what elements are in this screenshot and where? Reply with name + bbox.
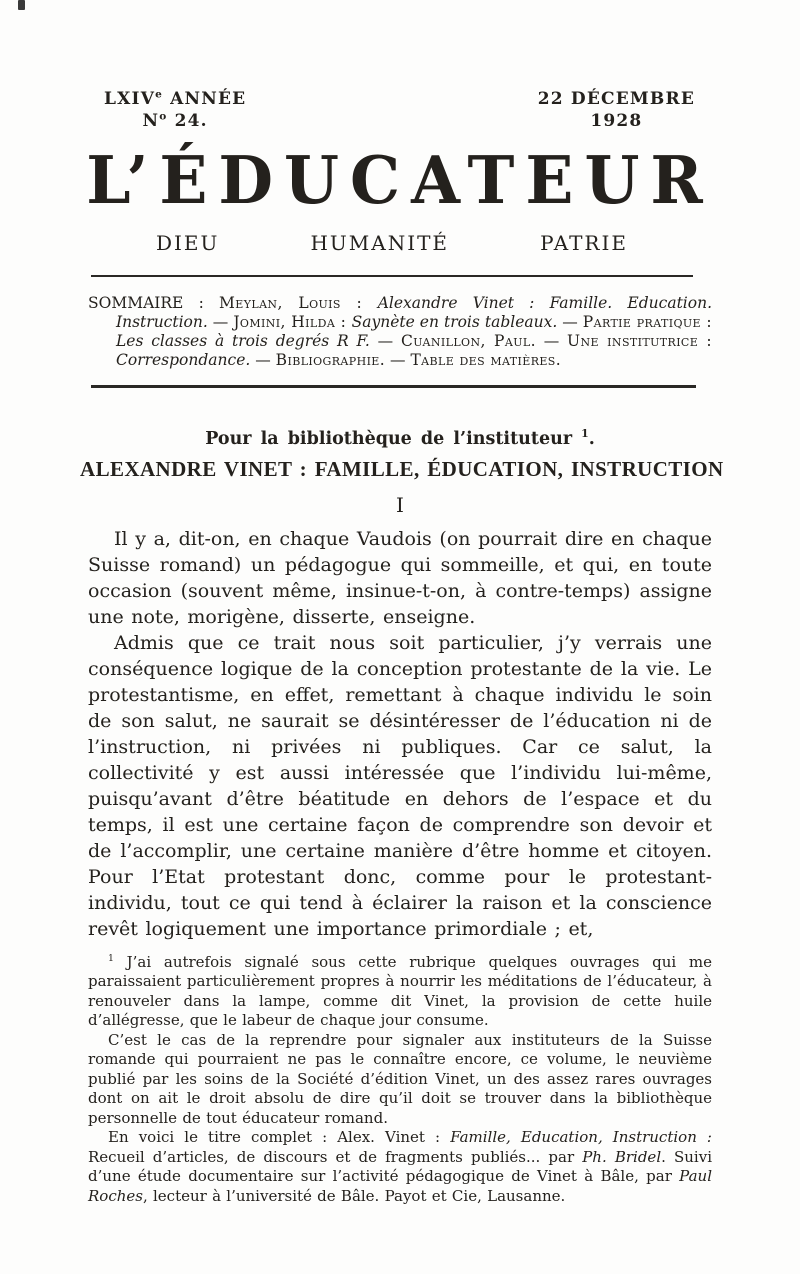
issue-info (104, 88, 246, 132)
volume-prefix: LXIV (104, 89, 156, 109)
article (0, 428, 800, 1207)
date-info (538, 88, 695, 132)
body-paragraph-1: Il y a, dit-on, en chaque Vaudois (on pourrait dire en chaque Suisse romand) un pédagogue qui sommeille, et qui, en toute occasion (souvent même, insinue-t-on, à contre-temps) assigne une note, morigène, disserte, enseigne. (88, 527, 712, 628)
summary-paragraph (88, 294, 712, 370)
article-body (88, 526, 712, 942)
summary-title-classes: Les classes à trois degrés R F. (116, 332, 370, 350)
volume-rest: ANNÉE (163, 89, 247, 109)
date-line-2: 1928 (590, 111, 643, 131)
issue-prefix: N (142, 111, 160, 131)
body-paragraph-2: Admis que ce trait nous soit particulier, j’y verrais une conséquence logique de la conception protestante de la vie. Le protestantisme, en effet, remettant à chaque individu le soin de son salut, ne saurait se désintéresser de l’éducation ni de l’instruction, ni privées ni publiques. Car ce salut, la collectivité y est aussi intéressée que l’individu lui-même, puisqu’avant d’être béatitude en dehors de l’espace et du temps, il est une certaine façon de comprendre son devoir et de l’accomplir, une certaine manière d’être homme et citoyen. Pour l’Etat protestant donc, comme pour le protestant-individu, tout ce qui tend à éclairer la raison et la conscience revêt logiquement une importance primordiale ; et, (88, 631, 712, 940)
masthead (0, 88, 800, 256)
footnote-1 (88, 953, 712, 1031)
issue-line (104, 110, 246, 132)
volume-line (104, 88, 246, 110)
summary-dash: — (557, 313, 583, 331)
summary-table-matieres: Table des matières. (410, 351, 562, 369)
journal-title: L’ÉDUCATEUR (86, 141, 714, 219)
summary-dash: — (207, 313, 234, 331)
library-heading (88, 428, 712, 451)
summary-partie-pratique: Partie pratique : (582, 313, 713, 331)
motto-patrie: PATRIE (540, 231, 628, 255)
issue-number: 24. (167, 111, 208, 131)
summary-dash: — (535, 332, 568, 350)
footnote-3-book-title: Famille, Education, Instruction : (450, 1128, 712, 1146)
summary-une-institutrice: Une institutrice : (567, 332, 713, 350)
masthead-row (0, 88, 800, 132)
divider-bottom (91, 385, 696, 388)
divider-top (91, 275, 693, 277)
summary-title-vinet: Alexandre Vinet : Famille. Education. Instruction. (116, 294, 712, 331)
footnote-2: C’est le cas de la reprendre pour signaler aux instituteurs de la Suisse romande qui pourraient ne pas le connaître encore, ce volume, le neuvième publié par les soins de la Société d’édition Vinet, un des assez rares ouvrages dont on ait le droit absolu de dire qu’il doit se trouver dans la bibliothèque personnelle de tout éducateur romand. (88, 1030, 712, 1127)
summary-dash: — (369, 332, 401, 350)
kicker-text: Pour la bibliothèque de l’instituteur (205, 428, 582, 449)
summary-label: SOMMAIRE : (88, 294, 220, 312)
footnote-3-editor-bridel: Ph. Bridel (582, 1147, 662, 1166)
footnote-3-author-roches: Paul Roches (88, 1167, 712, 1205)
summary-author-meylan: Meylan, Louis : (219, 294, 378, 312)
summary-bibliographie: Bibliographie. (275, 351, 386, 369)
footnote-reference: 1 (581, 426, 589, 440)
section-numeral: I (396, 492, 404, 517)
kicker-period: . (588, 428, 595, 449)
footnote-3-middle: . Suivi d’une étude documentaire sur l’activité pédagogique de Vinet à Bâle, par (88, 1147, 713, 1185)
motto-dieu: DIEU (156, 231, 220, 255)
summary-title-saynete: Saynète en trois tableaux. (351, 313, 558, 331)
volume-ordinal: e (155, 88, 163, 101)
summary-title-correspondance: Correspondance. (116, 351, 251, 369)
footnote-block (88, 953, 712, 1207)
motto-humanite: HUMANITÉ (310, 231, 450, 255)
summary-dash: — (385, 351, 411, 369)
scan-artifact (18, 0, 25, 10)
summary-author-jomini: Jomini, Hilda : (233, 313, 352, 331)
summary-dash: — (250, 351, 276, 369)
issue-ordinal: o (159, 110, 168, 123)
summary-author-cuanillon: Cuanillon, Paul. (400, 332, 536, 350)
footnote-3-publisher: , lecteur à l’université de Bâle. Payot et Cie, Lausanne. (142, 1186, 566, 1205)
motto-row (156, 230, 628, 256)
article-title: ALEXANDRE VINET : FAMILLE, ÉDUCATION, INSTRUCTION (80, 456, 724, 481)
footnote-3-subtitle: Recueil d’articles, de discours et de fragments publiés... par (88, 1147, 583, 1166)
footnote-3 (88, 1128, 712, 1206)
footnote-marker: 1 (108, 952, 114, 964)
footnote-1-text: J’ai autrefois signalé sous cette rubrique quelques ouvrages qui me paraissaient particulièrement propres à nourrir les méditations de l’éducateur, à renouveler dans la lampe, comme dit Vinet, la provision de cette huile d’allégresse, que le labeur de chaque jour consume. (88, 952, 712, 1029)
footnote-3-intro: En voici le titre complet : Alex. Vinet : (108, 1128, 451, 1146)
date-line-1: 22 DÉCEMBRE (537, 89, 695, 109)
